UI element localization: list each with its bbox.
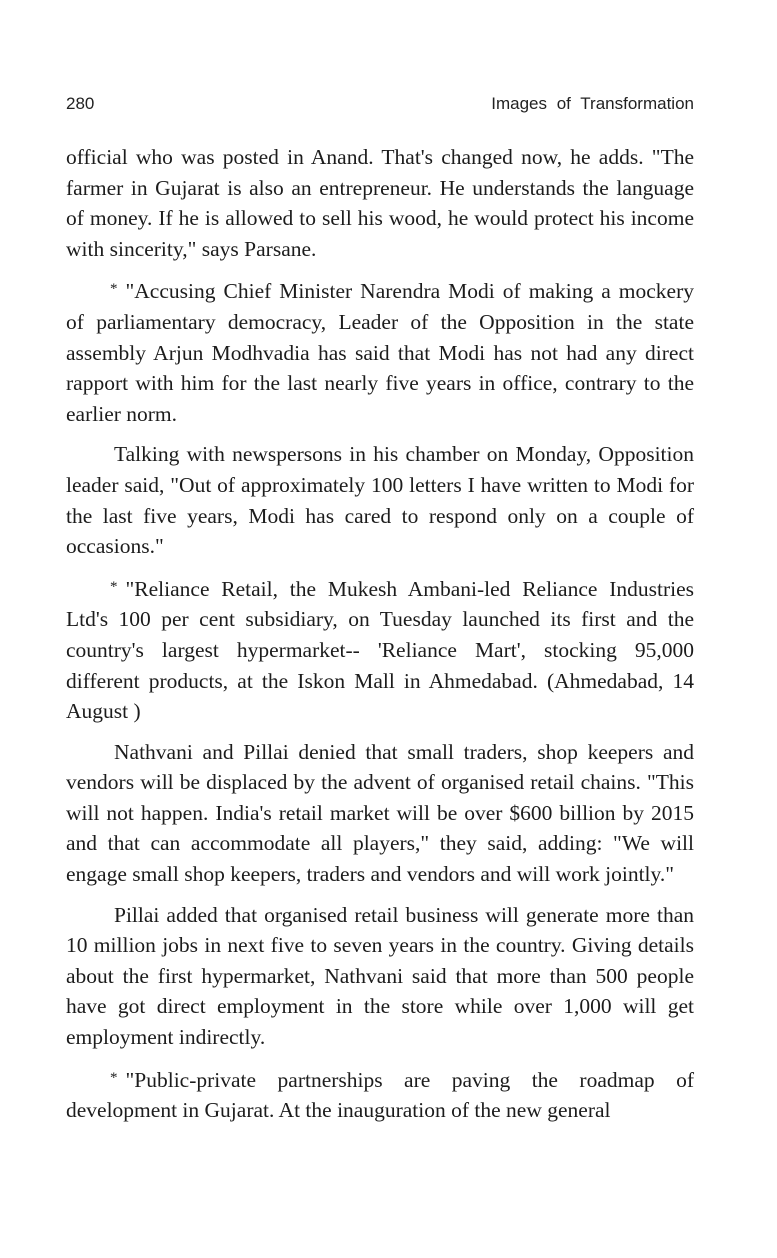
paragraph-text: official who was posted in Anand. That's changed now, he adds. "The farmer in Gujarat is also an entrepreneur. He understands the language of money. If he is allowed to sell his wood, he would protect his income with sincerity," says Parsane. — [66, 145, 694, 261]
paragraph — [66, 439, 694, 561]
paragraph-text: "Public-private partnerships are paving the roadmap of development in Gujarat. At the inauguration of the new general — [66, 1067, 694, 1123]
news-excerpt-ppp — [66, 1063, 694, 1126]
book-title: Images of Transformation — [491, 94, 694, 113]
paragraph-text: "Reliance Retail, the Mukesh Ambani-led Reliance Industries Ltd's 100 per cent subsidiary, on Tuesday launched its first and the country's largest hypermarket-- 'Reliance Mart', stocking 95,000 different products, at the Iskon Mall in Ahmedabad. (Ahmedabad, 14 August ) — [66, 576, 694, 724]
body-text — [66, 142, 694, 1136]
paragraph-text: "Accusing Chief Minister Narendra Modi of making a mockery of parliamentary democracy, Leader of the Opposition in the state assembly Arjun Modhvadia has said that Modi has not had any direct rapport with him for the last nearly five years in office, contrary to the earlier norm. — [66, 279, 694, 426]
page-number: 280 — [66, 94, 95, 113]
paragraph — [66, 900, 694, 1053]
paragraph-text: Talking with newspersons in his chamber on Monday, Opposition leader said, "Out of approximately 100 letters I have written to Modi for the last five years, Modi has cared to respond only on a couple of occasions." — [66, 442, 694, 559]
paragraph-text: Pillai added that organised retail business will generate more than 10 million jobs in next five to seven years in the country. Giving details about the first hypermarket, Nathvani said that more than 500 people have got direct employment in the store while over 1,000 will get employment indirectly. — [66, 902, 694, 1050]
paragraph — [66, 737, 694, 890]
asterisk-marker: * — [110, 281, 118, 298]
book-page — [66, 0, 694, 1258]
asterisk-marker: * — [110, 578, 118, 595]
asterisk-marker: * — [110, 1069, 118, 1086]
running-header — [66, 94, 694, 118]
news-excerpt-reliance — [66, 572, 694, 727]
paragraph-text: Nathvani and Pillai denied that small traders, shop keepers and vendors will be displaced by the advent of organised retail chains. "This will not happen. India's retail market will be over $600 billion by 2015 and that can accommodate all players," they said, adding: "We will engage small shop keepers, traders and vendors and will work jointly." — [66, 739, 694, 887]
paragraph-continued — [66, 142, 694, 264]
news-excerpt-opposition — [66, 274, 694, 429]
